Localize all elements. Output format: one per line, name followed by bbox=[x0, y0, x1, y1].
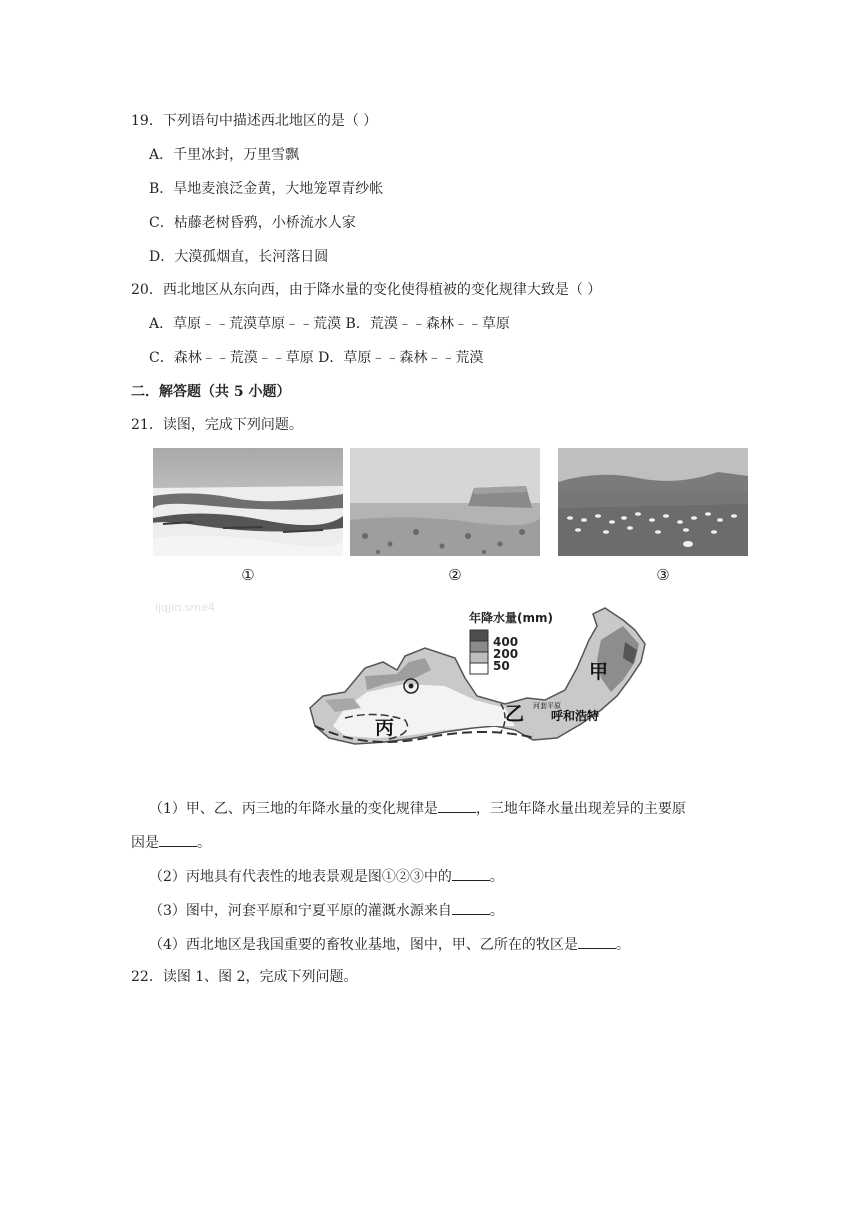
legend-swatch-below50 bbox=[470, 663, 488, 674]
precipitation-map bbox=[305, 600, 650, 755]
q21-sub3 bbox=[149, 900, 504, 921]
legend-swatch-200-400 bbox=[470, 641, 488, 652]
watermark: ljqjin.sme4 bbox=[155, 601, 215, 614]
photo-grassland bbox=[558, 448, 748, 556]
q19-option-c: C．枯藤老树昏鸦，小桥流水人家 bbox=[149, 215, 356, 231]
section-heading: 二．解答题（共 5 小题） bbox=[131, 384, 291, 400]
q20-options-row2: C．森林﹣﹣荒漠﹣﹣草原 D．草原﹣﹣森林﹣﹣荒漠 bbox=[149, 350, 484, 366]
q21-sub4 bbox=[149, 934, 630, 955]
photo-label-3: ③ bbox=[656, 566, 670, 584]
q19-option-a: A．千里冰封，万里雪飘 bbox=[149, 147, 300, 163]
q21-sub2-text-b: 。 bbox=[489, 869, 504, 885]
photo-desert bbox=[153, 448, 343, 556]
q22-stem: 22．读图 1、图 2，完成下列问题。 bbox=[131, 969, 358, 985]
q21-sub1-text-d: 。 bbox=[197, 835, 211, 851]
q21-sub2-text-a: （2）丙地具有代表性的地表景观是图①②③中的 bbox=[149, 869, 452, 885]
q21-sub1-line1 bbox=[149, 798, 686, 819]
q21-sub1-line2 bbox=[131, 832, 211, 853]
legend-title: 年降水量(mm) bbox=[469, 611, 553, 625]
q21-stem: 21．读图，完成下列问题。 bbox=[131, 417, 303, 433]
q21-sub4-text-a: （4）西北地区是我国重要的畜牧业基地，图中，甲、乙所在的牧区是 bbox=[149, 937, 578, 953]
label-hetao: 河套平原 bbox=[533, 702, 561, 710]
answer-blank-3[interactable] bbox=[452, 900, 490, 915]
q19-option-b: B．旱地麦浪泛金黄，大地笼罩青纱帐 bbox=[149, 181, 384, 197]
q19-stem: 19．下列语句中描述西北地区的是（ ） bbox=[131, 113, 378, 129]
label-jia: 甲 bbox=[589, 661, 609, 683]
photo-gobi bbox=[350, 448, 540, 556]
photo-label-2: ② bbox=[448, 566, 462, 584]
q21-sub4-text-b: 。 bbox=[615, 937, 630, 953]
q21-sub1-text-b: ，三地年降水量出现差异的主要原 bbox=[475, 801, 686, 817]
legend-value-400: 400 bbox=[493, 635, 519, 649]
q20-options-row1: A．草原﹣﹣荒漠草原﹣﹣荒漠 B．荒漠﹣﹣森林﹣﹣草原 bbox=[149, 316, 510, 332]
legend-swatch-400plus bbox=[470, 630, 488, 641]
legend-swatch-50-200 bbox=[470, 652, 488, 663]
q21-sub3-text-a: （3）图中，河套平原和宁夏平原的灌溉水源来自 bbox=[149, 903, 452, 919]
label-yi: 乙 bbox=[505, 703, 525, 725]
answer-blank-2[interactable] bbox=[452, 866, 490, 881]
legend-value-200: 200 bbox=[493, 647, 519, 661]
label-hohhot: 呼和浩特 bbox=[551, 709, 600, 723]
answer-blank-4[interactable] bbox=[578, 934, 616, 949]
q21-sub1-text-c: 因是 bbox=[131, 835, 159, 851]
photo-label-1: ① bbox=[241, 566, 255, 584]
q21-sub1-text-a: （1）甲、乙、丙三地的年降水量的变化规律是 bbox=[149, 801, 438, 817]
answer-blank-1a[interactable] bbox=[438, 798, 476, 813]
legend-value-50: 50 bbox=[493, 659, 510, 673]
q21-sub2 bbox=[149, 866, 504, 887]
q21-sub3-text-b: 。 bbox=[489, 903, 504, 919]
q19-option-d: D．大漠孤烟直，长河落日圆 bbox=[149, 249, 329, 265]
answer-blank-1b[interactable] bbox=[159, 832, 197, 847]
q20-stem: 20．西北地区从东向西，由于降水量的变化使得植被的变化规律大致是（ ） bbox=[131, 282, 602, 298]
label-bing: 丙 bbox=[375, 717, 395, 739]
